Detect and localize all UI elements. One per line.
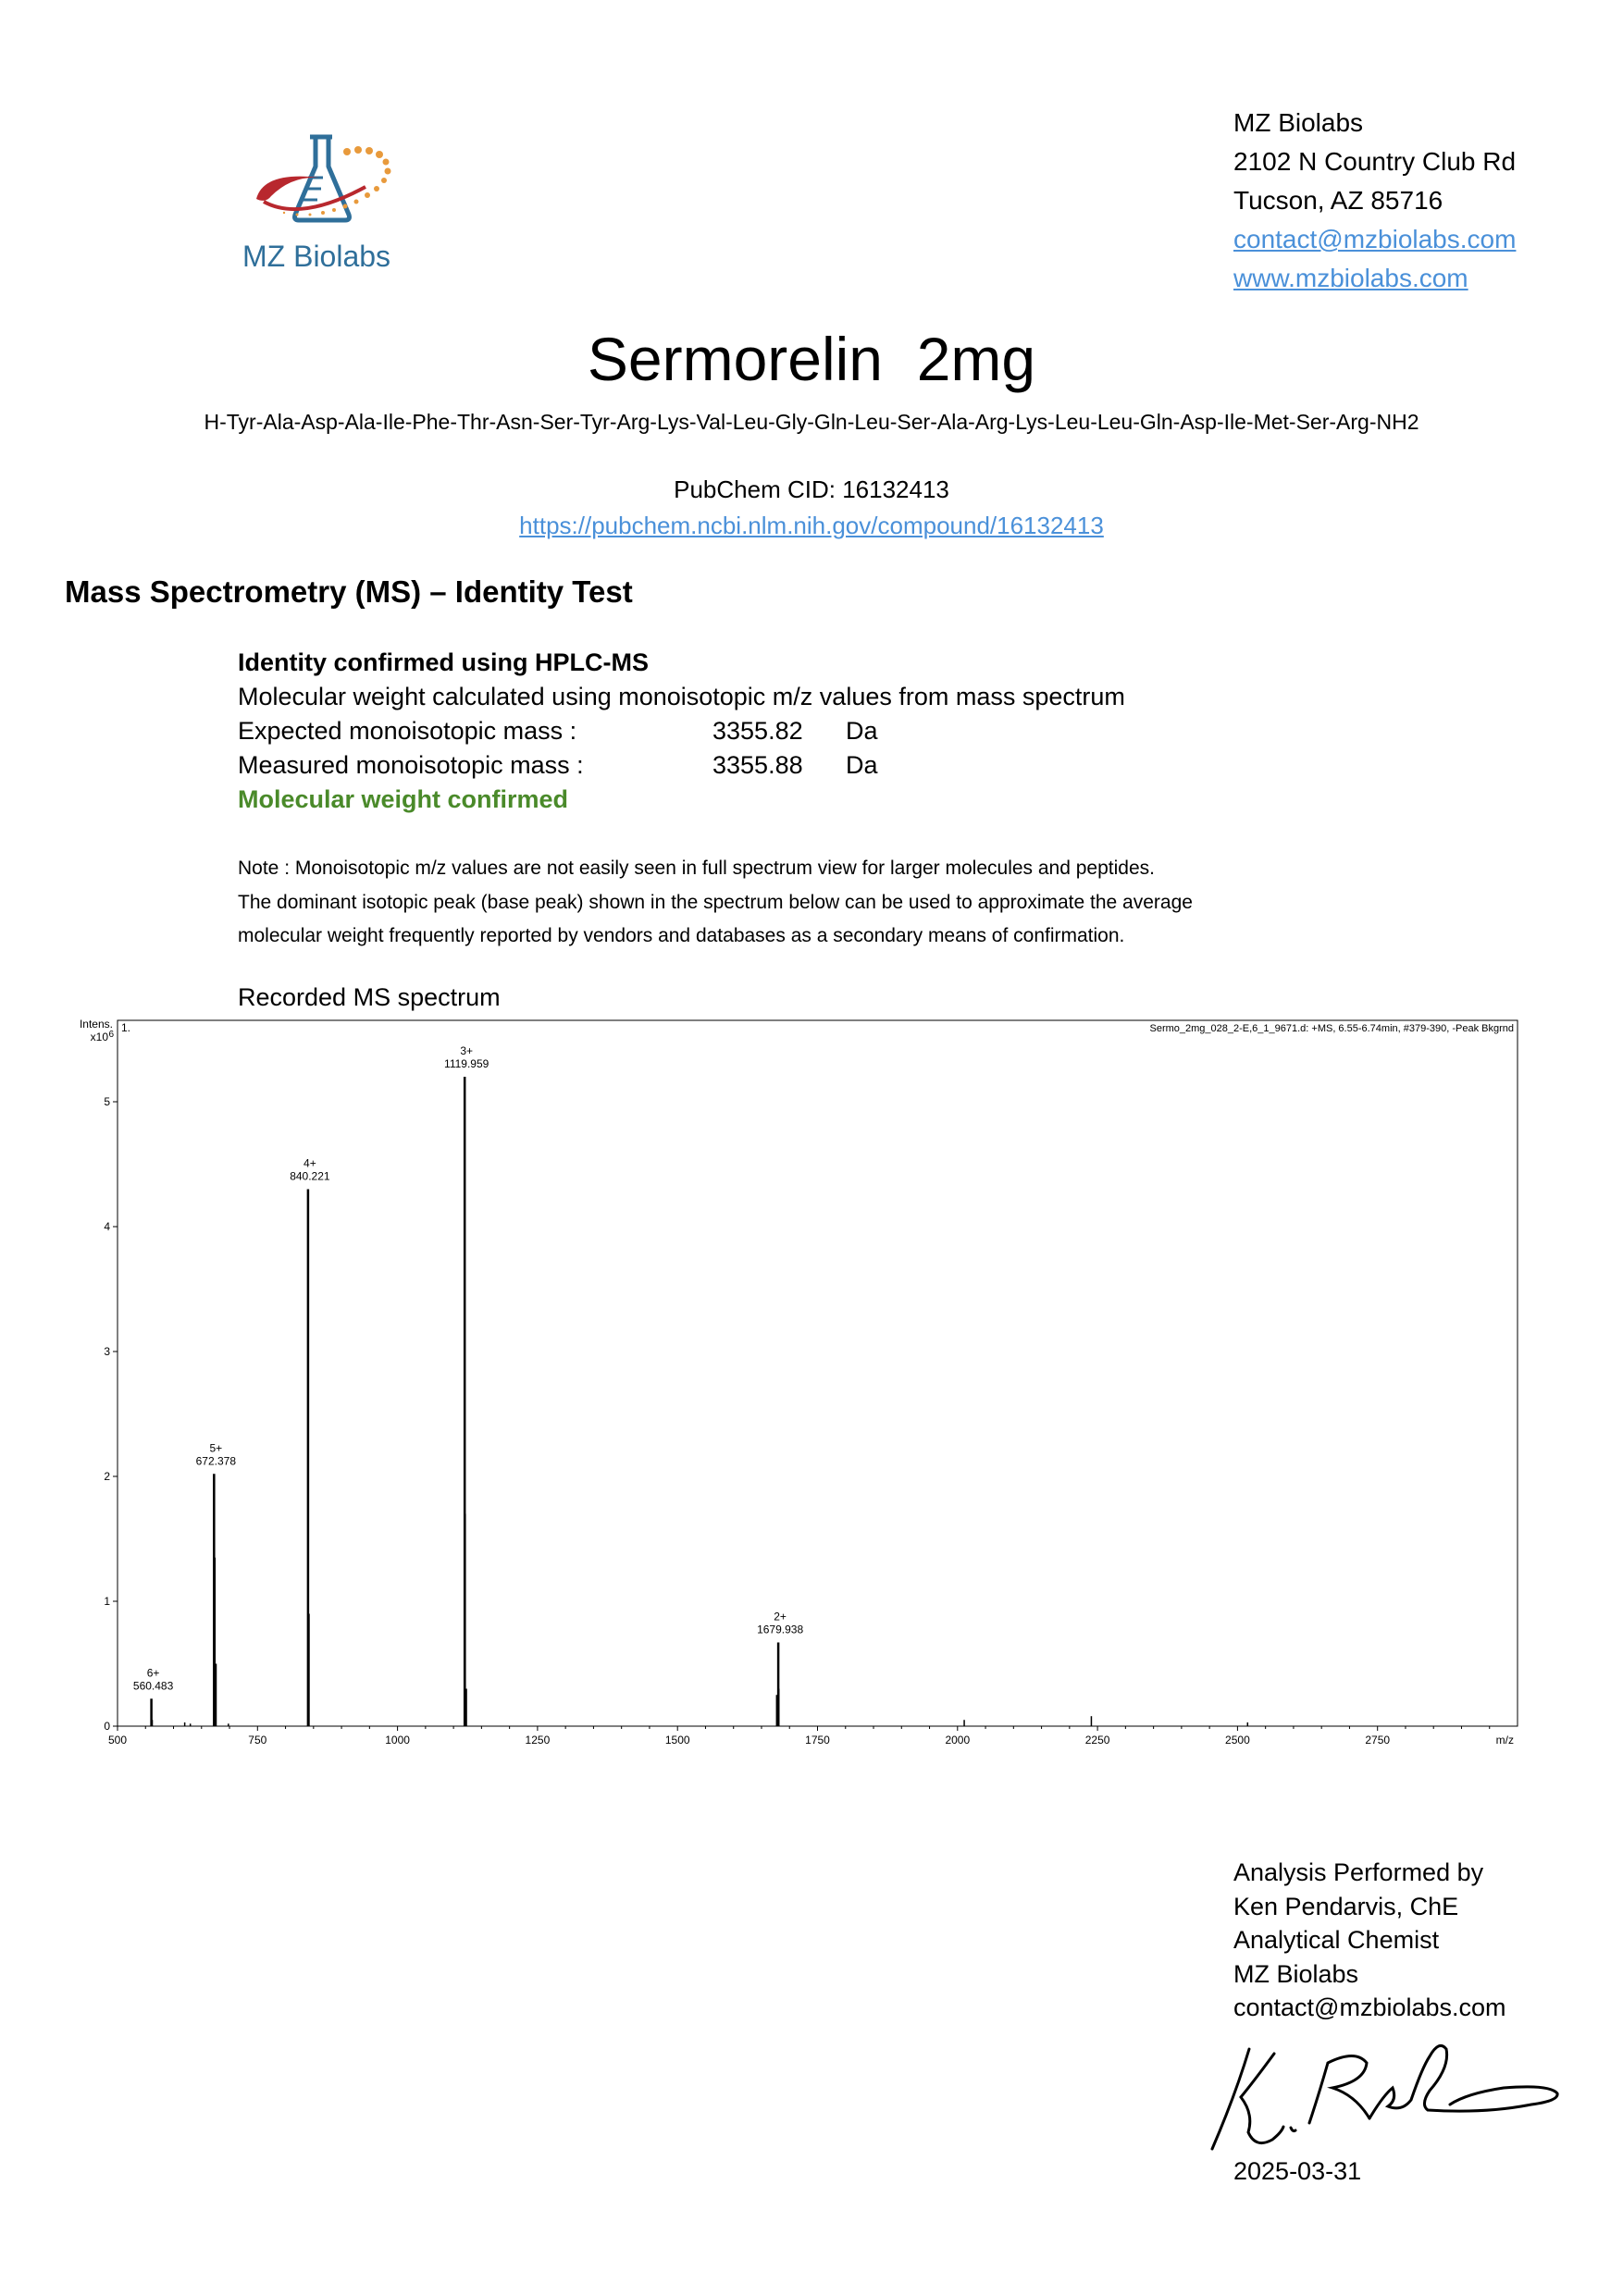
pubchem-link[interactable]: https://pubchem.ncbi.nlm.nih.gov/compound/16132413 xyxy=(519,512,1104,539)
expected-mass-label: Expected monoisotopic mass : xyxy=(238,717,577,745)
section-heading: Mass Spectrometry (MS) – Identity Test xyxy=(65,574,633,609)
y-tick-label: 3 xyxy=(104,1345,110,1358)
spectrum-caption: Recorded MS spectrum xyxy=(238,983,501,1011)
measured-mass-value: 3355.88 xyxy=(712,751,803,779)
x-tick-label: 2250 xyxy=(1084,1734,1110,1747)
y-axis-scale: x10 xyxy=(90,1031,108,1043)
note-line: The dominant isotopic peak (base peak) shown in the spectrum below can be used to approximate the average xyxy=(238,891,1193,913)
analyst-line: Analysis Performed by xyxy=(1233,1858,1484,1886)
peak-charge-label: 4+ xyxy=(304,1156,316,1170)
x-tick-label: 2500 xyxy=(1225,1734,1250,1747)
product-title: Sermorelin 2mg xyxy=(587,325,1036,393)
peak-mz-label: 672.378 xyxy=(195,1454,237,1468)
analysis-date: 2025-03-31 xyxy=(1233,2157,1362,2185)
address-line: MZ Biolabs xyxy=(1233,108,1364,137)
logo-text: MZ Biolabs xyxy=(242,240,391,273)
peak-mz-label: 1679.938 xyxy=(757,1623,804,1636)
note-line: molecular weight frequently reported by vendors and databases as a secondary means of confirmation. xyxy=(238,925,1125,946)
peak-charge-label: 2+ xyxy=(774,1610,787,1623)
peak-mz-label: 840.221 xyxy=(290,1169,330,1183)
analyst-line: MZ Biolabs xyxy=(1233,1959,1359,1988)
company-address xyxy=(1233,104,1516,298)
analyst-block xyxy=(1233,1856,1506,2025)
note-line: Note : Monoisotopic m/z values are not easily seen in full spectrum view for larger molecules and peptides. xyxy=(238,858,1155,879)
panel-label: 1. xyxy=(121,1021,131,1034)
x-tick-label: 1000 xyxy=(385,1734,410,1747)
signature xyxy=(1208,2031,1578,2155)
peptide-sequence: H-Tyr-Ala-Asp-Ala-Ile-Phe-Thr-Asn-Ser-Tyr-Arg-Lys-Val-Leu-Gly-Gln-Leu-Ser-Ala-Arg-Lys-Leu-Leu-Gln-Asp-Ile-Met-Ser-Arg-NH2 xyxy=(204,410,1419,434)
measured-mass-unit: Da xyxy=(846,751,878,779)
spectrum-title: Sermo_2mg_028_2-E,6_1_9671.d: +MS, 6.55-6.74min, #379-390, -Peak Bkgrnd xyxy=(1149,1023,1514,1034)
measured-mass-label: Measured monoisotopic mass : xyxy=(238,751,584,779)
result-confirmed: Molecular weight confirmed xyxy=(238,785,569,813)
y-tick-label: 5 xyxy=(104,1095,110,1108)
note xyxy=(238,852,1193,954)
expected-mass-unit: Da xyxy=(846,717,878,745)
plot-frame xyxy=(118,1020,1518,1726)
y-tick-label: 1 xyxy=(104,1595,110,1608)
x-tick-label: 1250 xyxy=(525,1734,551,1747)
address-line: Tucson, AZ 85716 xyxy=(1233,186,1443,215)
x-tick-label: 2000 xyxy=(945,1734,971,1747)
x-axis-label: m/z xyxy=(1495,1734,1514,1747)
x-tick-label: 2750 xyxy=(1365,1734,1391,1747)
website-link[interactable]: www.mzbiolabs.com xyxy=(1233,264,1468,292)
pubchem-info xyxy=(0,472,1623,544)
peak-charge-label: 3+ xyxy=(460,1044,474,1057)
peak-charge-label: 6+ xyxy=(146,1666,160,1680)
x-tick-label: 750 xyxy=(248,1734,267,1747)
y-axis-label: Intens. xyxy=(79,1018,113,1031)
peak-charge-label: 5+ xyxy=(209,1441,223,1455)
analyst-line: Analytical Chemist xyxy=(1233,1926,1440,1954)
address-line: 2102 N Country Club Rd xyxy=(1233,147,1517,176)
analyst-line: Ken Pendarvis, ChE xyxy=(1233,1892,1459,1920)
y-tick-label: 4 xyxy=(104,1220,110,1233)
identity-results xyxy=(238,646,1125,817)
method-detail: Molecular weight calculated using monoisotopic m/z values from mass spectrum xyxy=(238,683,1125,710)
expected-mass-value: 3355.82 xyxy=(712,717,803,745)
y-tick-label: 2 xyxy=(104,1470,110,1483)
expected-mass-row xyxy=(238,714,1125,748)
email-link[interactable]: contact@mzbiolabs.com xyxy=(1233,225,1517,253)
method-heading: Identity confirmed using HPLC-MS xyxy=(238,648,650,676)
analyst-line: contact@mzbiolabs.com xyxy=(1233,1994,1506,2021)
y-axis-scale-exponent: 6 xyxy=(108,1030,114,1040)
y-tick-label: 0 xyxy=(104,1720,110,1733)
peak-mz-label: 560.483 xyxy=(132,1679,174,1693)
x-tick-label: 500 xyxy=(107,1734,128,1747)
x-tick-label: 1750 xyxy=(805,1734,830,1747)
peak-mz-label: 1119.959 xyxy=(444,1057,489,1070)
x-tick-label: 1500 xyxy=(664,1734,690,1747)
measured-mass-row xyxy=(238,748,1125,783)
pubchem-cid: PubChem CID: 16132413 xyxy=(674,475,949,503)
